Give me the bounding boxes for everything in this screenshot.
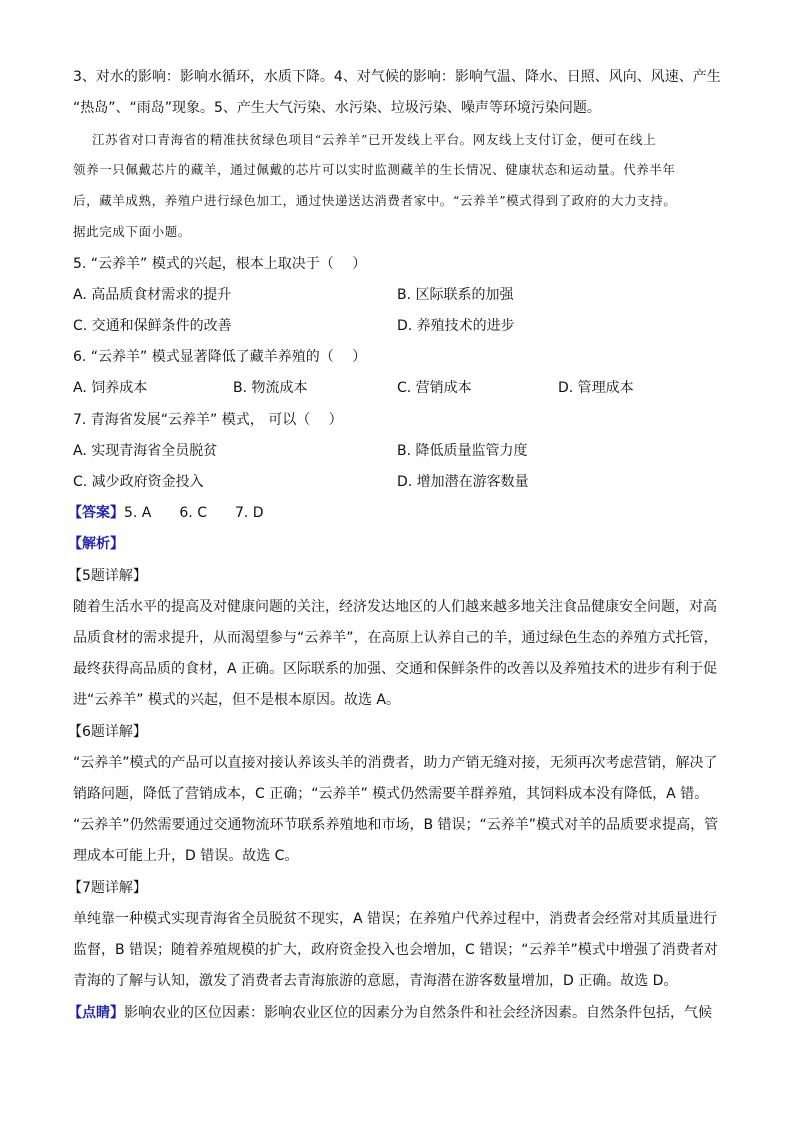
tip-line <box>68 1003 734 1023</box>
d5-heading: 【5题详解】 <box>68 568 147 584</box>
d6-line-1: “云养羊”模式的产品可以直接对接认养该头羊的消费者，助力产销无缝对接，无须再次考虑营销，解决了 <box>73 755 718 771</box>
d7-line-1: 单纯靠一种模式实现青海省全员脱贫不现实，A 错误；在养殖户代养过程中，消费者会经常对其质量进行 <box>73 911 718 927</box>
q7-option-c: C. 减少政府资金投入 <box>73 474 204 490</box>
q6-option-c: C. 营销成本 <box>397 380 472 396</box>
d5-line-4: 进“云养羊” 模式的兴起，但不是根本原因。故选 A。 <box>73 692 400 708</box>
d5-line-2: 品质食材的需求提升，从而渴望参与“云养羊”，在高原上认养自己的羊，通过绿色生态的养殖方式托管， <box>73 630 718 646</box>
q6-option-d: D. 管理成本 <box>558 380 634 396</box>
q5-option-a: A. 高品质食材需求的提升 <box>73 287 232 303</box>
q6-option-b: B. 物流成本 <box>233 380 308 396</box>
d6-line-3: “云养羊”仍然需要通过交通物流环节联系养殖地和市场，B 错误；“云养羊”模式对羊的品质要求提高，管 <box>73 817 719 833</box>
d5-line-1: 随着生活水平的提高及对健康问题的关注，经济发达地区的人们越来越多地关注食品健康安全问题，对高 <box>73 599 717 615</box>
intro-line-1: 3、对水的影响：影响水循环，水质下降。4、对气候的影响：影响气温、降水、日照、风向、风速、产生 <box>73 69 721 85</box>
analysis-heading <box>68 534 734 554</box>
tip-text: 影响农业的区位因素：影响农业区位的因素分为自然条件和社会经济因素。自然条件包括，气候 <box>124 1005 712 1021</box>
q6-stem: 6. “云养羊” 模式显著降低了藏羊养殖的（ ） <box>73 349 367 365</box>
d5-line-3: 最终获得高品质的食材，A 正确。区际联系的加强、交通和保鲜条件的改善以及养殖技术的进步有利于促 <box>73 661 718 677</box>
d7-heading: 【7题详解】 <box>68 880 147 896</box>
passage-line-2: 领养一只佩戴芯片的藏羊，通过佩戴的芯片可以实时监测藏羊的生长情况、健康状态和运动量。代养半年 <box>73 162 676 177</box>
q7-option-b: B. 降低质量监管力度 <box>397 443 528 459</box>
q5-option-b: B. 区际联系的加强 <box>397 287 514 303</box>
d7-line-3: 青海的了解与认知，激发了消费者去青海旅游的意愿，青海潜在游客数量增加，D 正确。故选 D。 <box>73 973 678 989</box>
q5-option-d: D. 养殖技术的进步 <box>397 318 515 334</box>
passage-line-4: 据此完成下面小题。 <box>73 224 191 239</box>
d6-line-4: 理成本可能上升，D 错误。故选 C。 <box>73 848 299 864</box>
q7-stem: 7. 青海省发展“云养羊” 模式， 可以（ ） <box>73 412 343 428</box>
intro-line-2: “热岛”、“雨岛”现象。5、产生大气污染、水污染、垃圾污染、噪声等环境污染问题。 <box>73 100 601 116</box>
analysis-tag: 【解析】 <box>68 536 124 552</box>
tip-tag: 【点睛】 <box>68 1005 124 1021</box>
d6-heading: 【6题详解】 <box>68 724 147 740</box>
q7-option-d: D. 增加潜在游客数量 <box>397 474 529 490</box>
q5-stem: 5. “云养羊” 模式的兴起，根本上取决于（ ） <box>73 256 367 272</box>
d6-line-2: 销路问题，降低了营销成本，C 正确；“云养羊” 模式仍然需要羊群养殖，其饲料成本没有降低，A 错。 <box>73 786 709 802</box>
d7-line-2: 监督，B 错误；随着养殖规模的扩大，政府资金投入也会增加，C 错误；“云养羊”模式中增强了消费者对 <box>73 942 718 958</box>
answer-tag: 【答案】 <box>68 505 124 521</box>
passage-line-3: 后，藏羊成熟，养殖户进行绿色加工，通过快递送达消费者家中。“云养羊”模式得到了政府的大力支持。 <box>73 193 677 208</box>
answer-line <box>68 503 734 523</box>
q6-option-a: A. 饲养成本 <box>73 380 148 396</box>
answer-text: 5. A 6. C 7. D <box>124 505 264 521</box>
q5-option-c: C. 交通和保鲜条件的改善 <box>73 318 232 334</box>
q7-option-a: A. 实现青海省全员脱贫 <box>73 443 218 459</box>
passage-line-1: 江苏省对口青海省的精准扶贫绿色项目“云养羊”已开发线上平台。网友线上支付订金，便可在线上 <box>92 132 657 147</box>
